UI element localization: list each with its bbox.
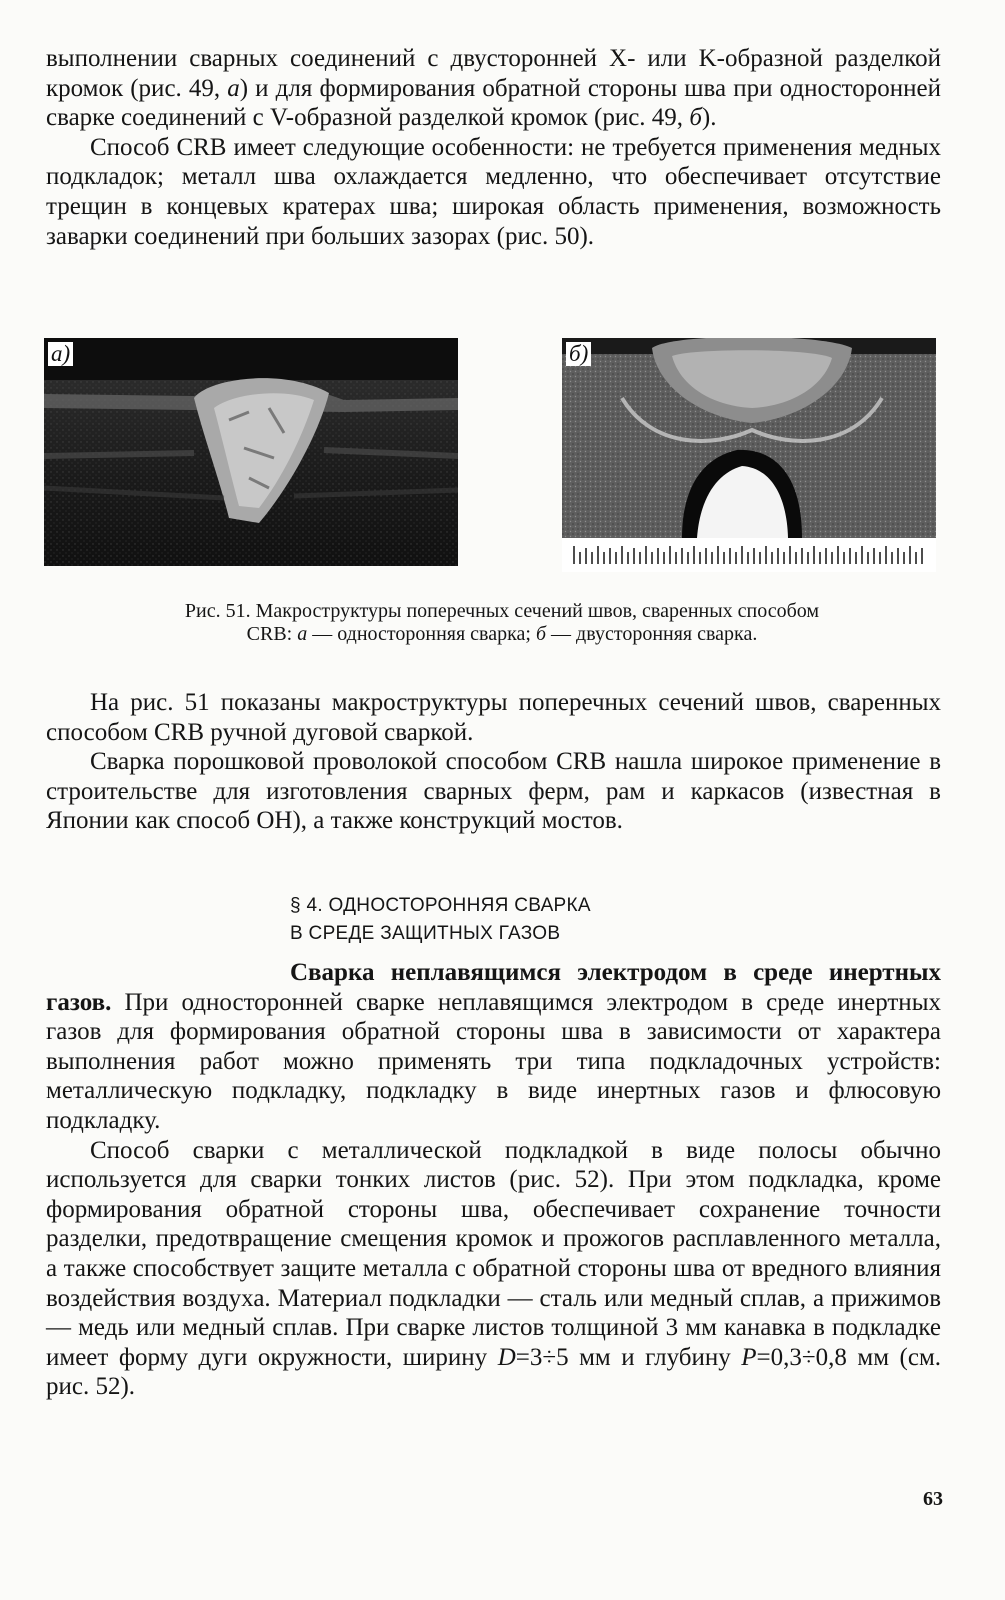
text-run: ). (701, 104, 717, 132)
text-run-italic: P (741, 1343, 757, 1371)
text-run-italic: D (497, 1343, 516, 1371)
text-run: CRB: (246, 623, 293, 645)
section-heading (290, 892, 591, 948)
text-run: =3÷5 мм и глубину (515, 1343, 731, 1371)
paragraph-2: Способ CRB имеет следующие особенности: не требуется применения медных подкладок; металл шва охлаждается медленно, что обеспечивает отсутствие трещин в концевых кратерах шва; широкая область применения, возможность заварки соединений при больших зазорах (рис. 50). (46, 133, 941, 250)
caption-line-1: Рис. 51. Макроструктуры поперечных сечений швов, сваренных способом (184, 600, 820, 622)
paragraph-5 (46, 958, 941, 1136)
paragraph-1 (46, 44, 941, 133)
text-run-bold: Сварка неплавящимся электродом в среде инертных газов. (46, 959, 941, 1016)
photo-a-image (44, 338, 458, 566)
macrostructure-photo-a (44, 338, 458, 566)
section-heading-line-1: § 4. ОДНОСТОРОННЯЯ СВАРКА (290, 895, 591, 916)
paragraph-4: Сварка порошковой проволокой способом CRB нашла широкое применение в строительстве для изготовления сварных ферм, рам и каркасов (известная в Японии как способ OH), а также конструкций мостов. (46, 748, 941, 835)
paragraph-6 (46, 1136, 941, 1402)
text-run-italic: б (689, 104, 702, 132)
text-run-italic: а (227, 74, 240, 102)
page-number: 63 (923, 1488, 943, 1510)
paragraph-3: На рис. 51 показаны макроструктуры поперечных сечений швов, сваренных способом CRB ручной дуговой сваркой. (46, 689, 941, 746)
text-run: выполнении сварных соединений с двусторонней X- или K-образной разделкой кромок (рис. 49, (46, 45, 941, 102)
figure-caption (76, 600, 928, 646)
bottom-text (46, 958, 941, 1402)
text-run: ) и для формирования обратной стороны шва при односторонней сварке соединений с V-образной разделкой кромок (рис. 49, (46, 74, 942, 132)
caption-line-2 (76, 623, 928, 646)
text-run-italic: б (535, 623, 547, 645)
text-run: Способ сварки с металлической подкладкой в виде полосы обычно используется для сварки тонких листов (рис. 52). При этом подкладка, кроме формирования обратной стороны шва, обеспечивает сохранение точности разделки, предотвращение смещения кромок и прожогов расплавленного металла, а также способствует защите металла с обратной стороны шва от вредного влияния воздействия воздуха. Материал подкладки — сталь или медный сплав, а прижимов — медь или медный сплав. При сварке листов толщиной 3 мм канавка в подкладке имеет форму дуги окружности, ширину (46, 1136, 941, 1371)
text-run: =0,3÷0,8 мм (см. рис. 52). (46, 1343, 942, 1401)
text-run: — односторонняя сварка; (312, 623, 531, 645)
text-run: — двусторонняя сварка. (551, 623, 758, 645)
top-text (46, 44, 941, 251)
text-run: При односторонней сварке неплавящимся электродом в среде инертных газов для формирования обратной стороны шва в зависимости от характера выполнения работ можно применять три типа подкладочных устройств: металлическую подкладку, подкладку в виде инертных газов и флюсовую подкладку. (46, 988, 941, 1134)
macrostructure-photo-b (562, 338, 936, 572)
photo-b-image (562, 338, 936, 572)
figure-label-a: а) (48, 342, 73, 366)
section-heading-line-2: В СРЕДЕ ЗАЩИТНЫХ ГАЗОВ (290, 923, 561, 944)
text-run-italic: а (297, 623, 308, 645)
middle-text (46, 688, 941, 836)
figure-label-b: б) (566, 342, 591, 366)
